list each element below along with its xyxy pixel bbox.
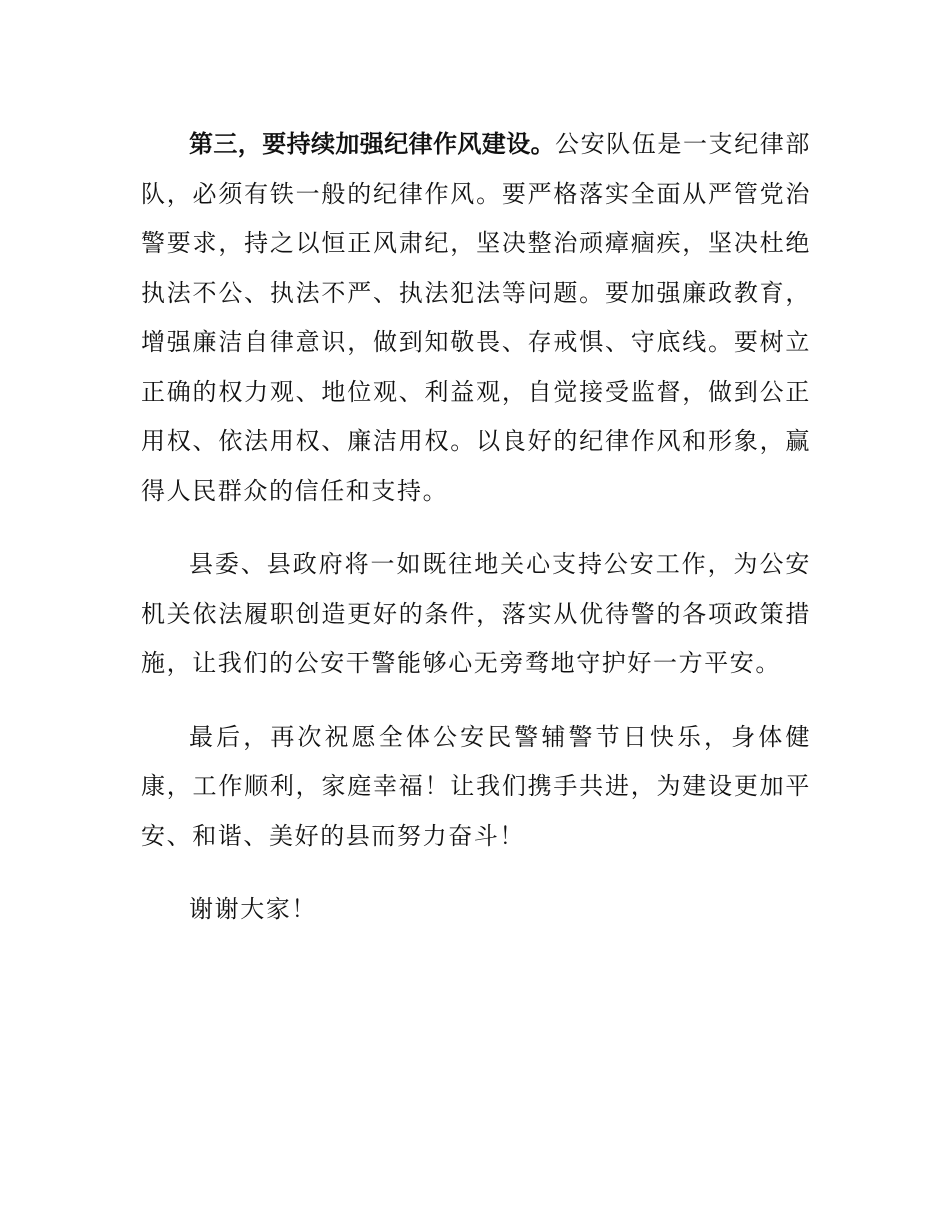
paragraph-text: 公安队伍是一支纪律部队，必须有铁一般的纪律作风。要严格落实全面从严管党治警要求，持之以恒正风肃纪，坚决整治顽瘴痼疾，坚决杜绝执法不公、执法不严、执法犯法等问题。要加强廉政教育，增强廉洁自律意识，做到知敬畏、存戒惧、守底线。要树立正确的权力观、地位观、利益观，自觉接受监督，做到公正用权、依法用权、廉洁用权。以良好的纪律作风和形象，赢得人民群众的信任和支持。 [141, 130, 811, 505]
paragraph-wishes [141, 713, 811, 862]
paragraph-lead-heading: 第三，要持续加强纪律作风建设。 [189, 130, 555, 158]
paragraph-text: 谢谢大家！ [189, 895, 317, 923]
paragraph-discipline [141, 120, 811, 516]
paragraph-thanks [141, 885, 811, 935]
paragraph-text: 县委、县政府将一如既往地关心支持公安工作，为公安机关依法履职创造更好的条件，落实从优待警的各项政策措施，让我们的公安干警能够心无旁骛地守护好一方平安。 [141, 550, 811, 677]
paragraph-support [141, 540, 811, 689]
paragraph-text: 最后，再次祝愿全体公安民警辅警节日快乐，身体健康，工作顺利，家庭幸福！让我们携手共进，为建设更加平安、和谐、美好的县而努力奋斗！ [141, 722, 811, 850]
document-body [141, 120, 811, 959]
